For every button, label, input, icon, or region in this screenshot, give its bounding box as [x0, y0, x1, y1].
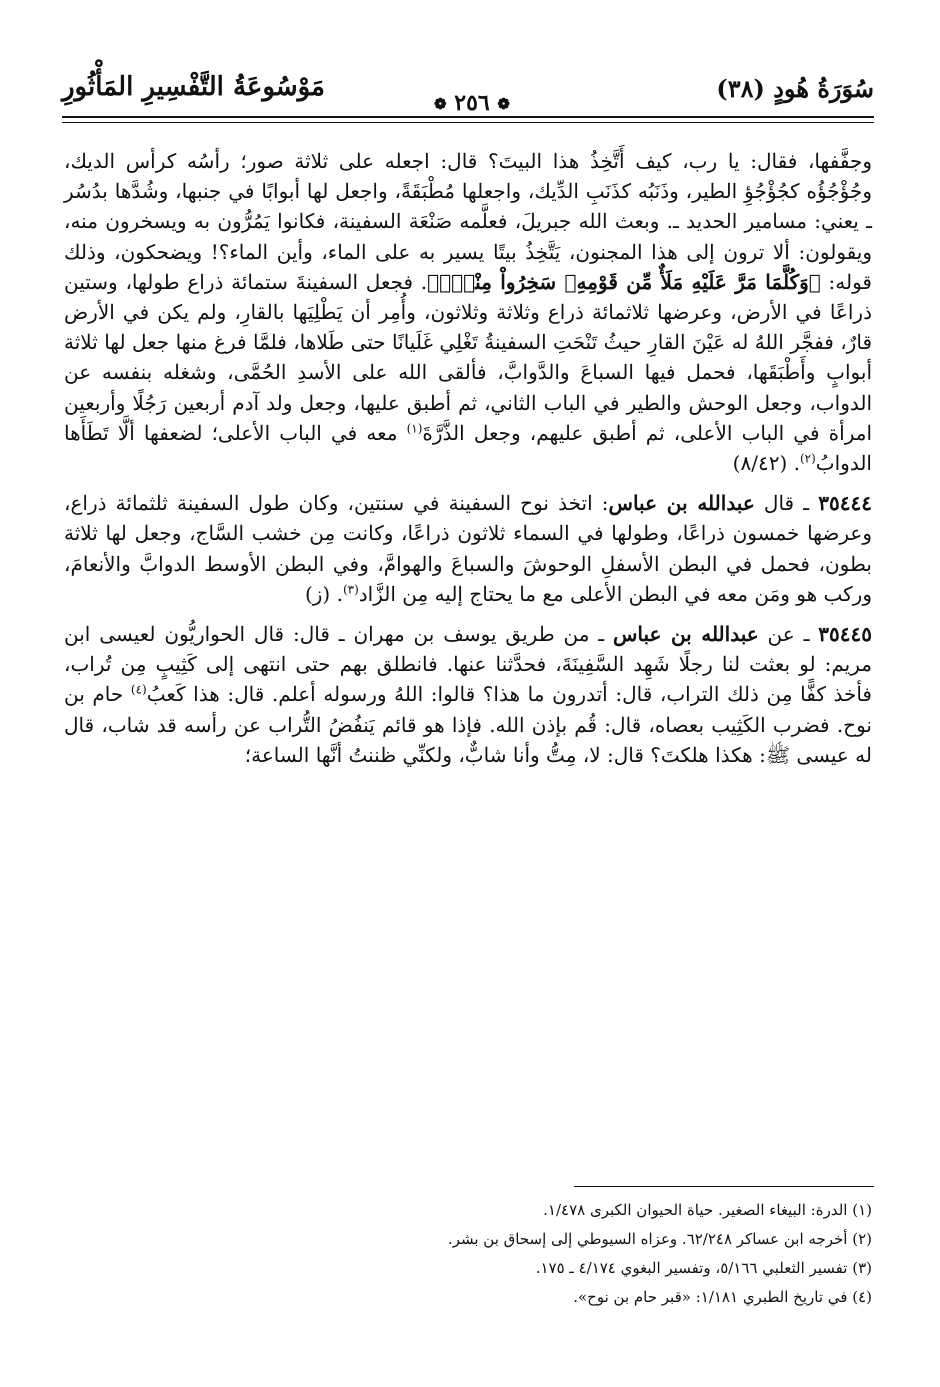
paragraph-text: وجفَّفها، فقال: يا رب، كيف أَتَّخِذُ هذا البيتَ؟ قال: اجعله على ثلاثة صور؛ رأسُه كرأس الديك، وجُؤْجُؤُه كجُؤْجُؤِ الطير، وذَنَبُه كذَنَبِ الدِّيك، واجعلها مُطْبَقَةً، واجعل لها أبوابًا في جنبها، وشُدَّها بدُسُر ـ يعني: مسامير الحديد ـ. وبعث الله جبريلَ، فعلَّمه صَنْعَة السفينة، فكانوا يَمُرُّون به ويسخرون منه، ويقولون: ألا ترون إلى هذا المجنون، يَتَّخِذُ بيتًا يسير به على الماء، وأين الماء؟! ويضحكون، وذلك قوله:: [64, 149, 872, 294]
quran-verse: ﴿وَكُلَّمَا مَرَّ عَلَيْهِ مَلَأٌ مِّن قَوْمِهِۦ سَخِرُواْ مِنْهُۚ﴾: [427, 269, 821, 294]
footnote-1: (١) الدرة: البيغاء الصغير. حياة الحيوان الكبرى ١/٤٧٨.: [543, 1201, 872, 1219]
footnote-marker[interactable]: (٢): [799, 451, 816, 466]
ornament-right-icon: ❁: [497, 95, 510, 113]
athar-entry-35445: [64, 619, 872, 770]
entry-number: ٣٥٤٤٥: [818, 622, 873, 647]
source-reference: . (ز): [304, 581, 343, 606]
paragraph-text: ـ من طريق يوسف بن مهران ـ قال: قال الحواريُّون لعيسى ابن مريم: لو بعثت لنا رجلًا شَهِد السَّفِينَةَ، فحدَّثنا عنها. فانطلق بهم حتى انتهى إلى كَثِيبٍ مِن تُراب، فأخذ كفًّا مِن ذلك التراب، قال: أتدرون ما هذا؟ قالوا: اللهُ ورسوله أعلم. قال: هذا كَعبُ: [64, 622, 872, 707]
footnote-4: (٤) في تاريخ الطبري ١/١٨١: «قبر حام بن نوح».: [573, 1288, 872, 1306]
page-header: [62, 66, 874, 118]
page-number-block: [402, 90, 542, 116]
paragraph-text: . فجعل السفينةَ ستمائة ذراع طولها، وستين ذراعًا في الأرض، وعرضها ثلاثمائة ذراع وثلاثة وثلاثون، وأُمِر أن يَطْلِيَها بالقارِ، ولم يكن في الأرض قارٌ، ففجَّر اللهُ له عَيْنَ القارِ حيثُ تَنْحَتِ السفينةُ تَغْلِي غَلَيانًا حتى طَلاها، فلمَّا فرغ منها جعل لها ثلاثة أبوابٍ وأَطْبَقَها، فحمل فيها السباعَ والدَّوابَّ، فألقى الله على الأسدِ الحُمَّى، وشغله بنفسه عن الدواب، وجعل الوحش والطير في الباب الثاني، ثم أطبق عليها، وجعل ولد آدم أربعين رَجُلًا وأربعين امرأة في الباب الأعلى، ثم أطبق عليهم، وجعل الذَّرَّةَ: [64, 269, 873, 445]
source-reference: . (٨/٤٢): [732, 451, 800, 476]
surah-running-head: سُوَرَةُ هُودٍ (٣٨): [716, 74, 874, 103]
paragraph-text: معه في الباب الأعلى؛ لضعفها ألَّا تَطَأَها الدوابُ: [64, 420, 872, 476]
footnote-separator: [574, 1186, 874, 1187]
entry-number: ٣٥٤٤٤: [818, 491, 872, 516]
entry-dash: ـ قال: [754, 491, 819, 516]
footnote-2: (٢) أخرجه ابن عساكر ٦٢/٢٤٨. وعزاه السيوطي إلى إسحاق بن بشر.: [447, 1230, 872, 1248]
header-rule-thick: [62, 116, 874, 118]
paragraph-continuation: [64, 146, 872, 478]
athar-entry-35444: [64, 488, 872, 609]
narrator-name: عبدالله بن عباس: [608, 491, 755, 516]
footnote-marker[interactable]: (٤): [130, 682, 147, 697]
footnote-marker[interactable]: (٣): [342, 582, 359, 597]
paragraph-text: : اتخذ نوح السفينة في سنتين، وكان طول السفينة ثلثمائة ذراع، وعرضها خمسون ذراعًا، وطولها في السماء ثلاثون ذراعًا، وكانت مِن خشب السَّاج، وجعل لها ثلاثة بطون، فحمل في البطن الأسفلِ الوحوشَ والسباعَ والهوامَّ، وفي البطن الأوسط الدوابَّ والأنعامَ، وركب هو ومَن معه في البطن الأعلى مع ما يحتاج إليه مِن الزَّاد: [64, 491, 872, 606]
footnote-marker[interactable]: (١): [406, 421, 423, 436]
entry-dash: ـ عن: [758, 622, 819, 647]
ornament-left-icon: ❁: [434, 95, 447, 113]
book-title: مَوْسُوعَةُ التَّفْسِيرِ المَأْثُورِ: [62, 72, 325, 102]
paragraph-text: حام بن نوح. فضرب الكَثِيب بعصاه، قال: قُم بإذن الله. فإذا هو قائم يَنفُضُ التُّراب عن رأسه قد شاب، قال له عيسى ﷺ: هكذا هلكتَ؟ قال: لا، مِتُّ وأنا شابٌّ، ولكنِّي ظننتُ أنَّها الساعة؛: [64, 682, 872, 767]
footnotes: [64, 1196, 872, 1312]
page-number: ٢٥٦: [454, 90, 490, 116]
main-text: [64, 146, 872, 770]
narrator-name: عبدالله بن عباس: [613, 622, 759, 647]
footnote-3: (٣) تفسير الثعلبي ٥/١٦٦، وتفسير البغوي ٤/١٧٤ ـ ١٧٥.: [535, 1259, 872, 1277]
header-rule-thin: [62, 122, 874, 123]
